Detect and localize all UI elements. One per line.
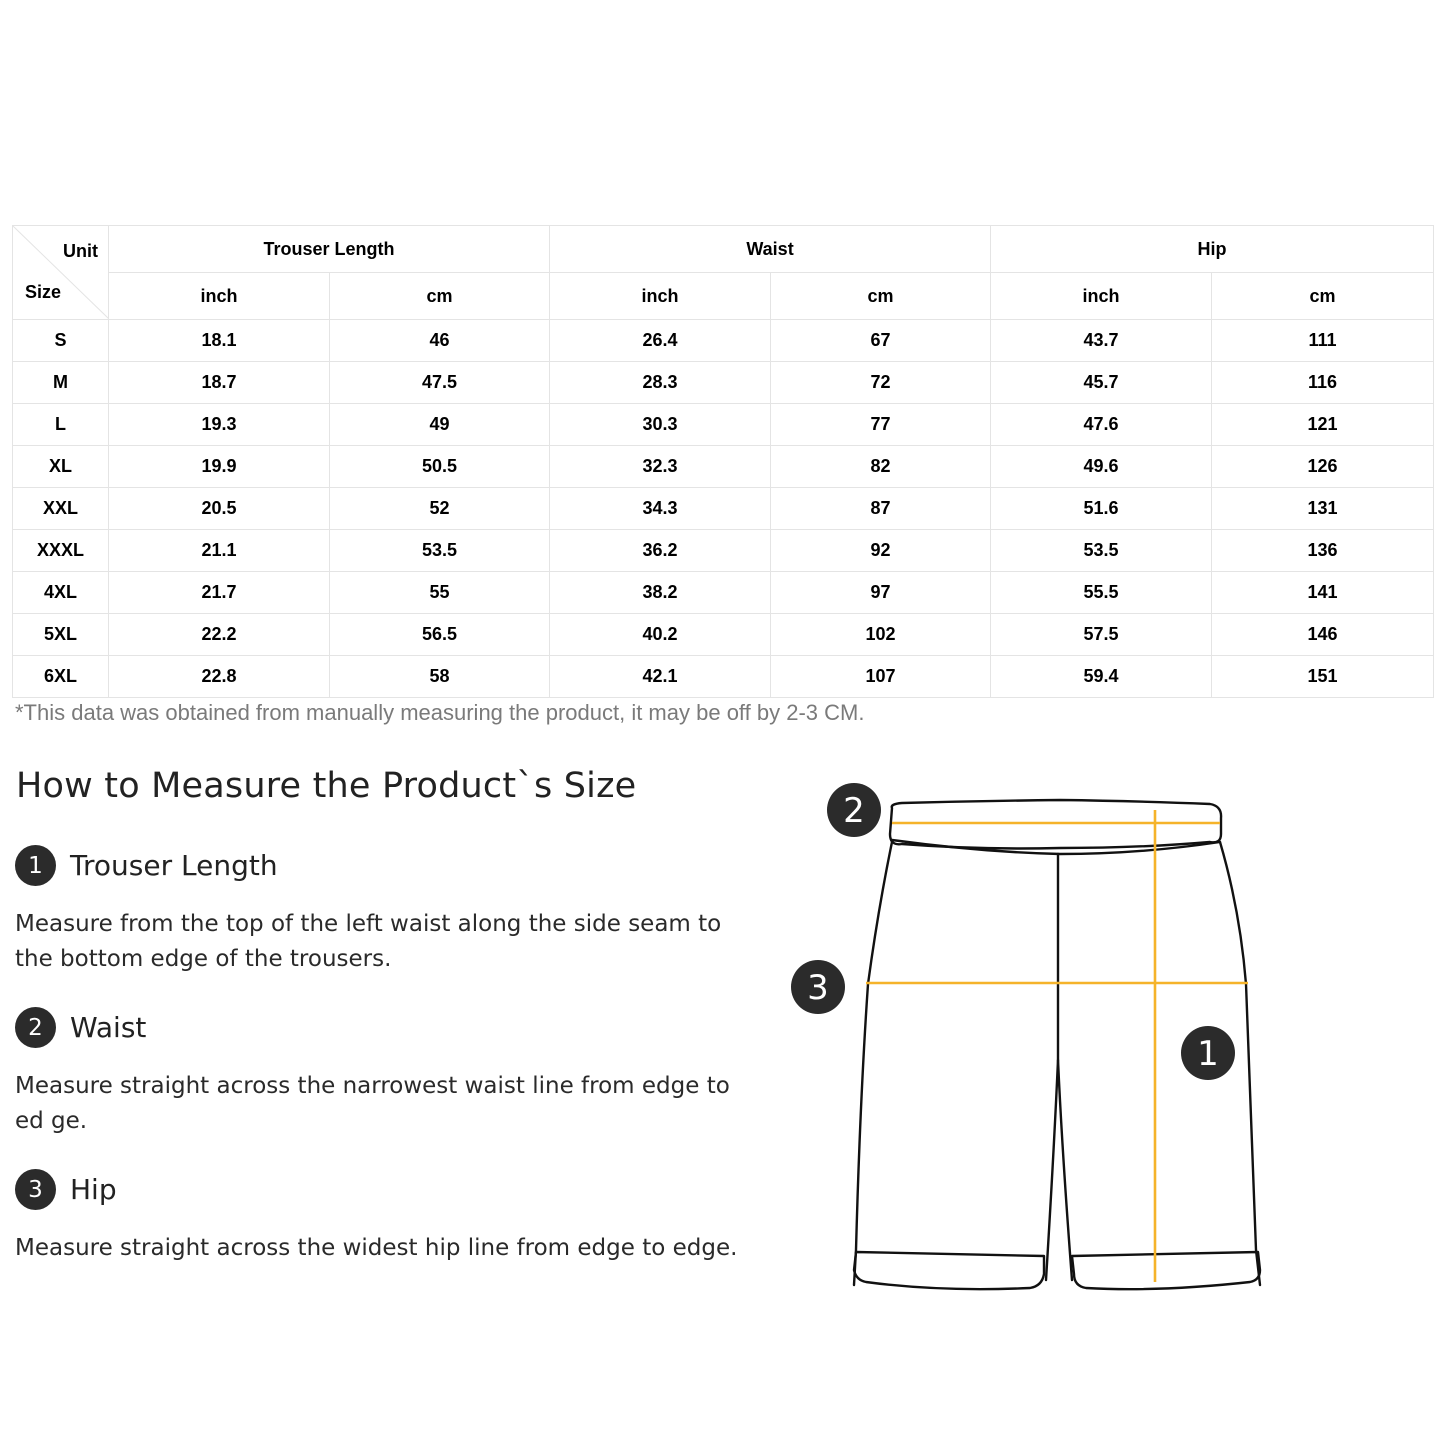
value-cell: 19.3 bbox=[109, 404, 330, 446]
right-hem bbox=[1072, 1252, 1260, 1289]
corner-unit-label: Unit bbox=[63, 241, 98, 261]
unit-header: cm bbox=[1212, 273, 1434, 320]
value-cell: 22.2 bbox=[109, 614, 330, 656]
value-cell: 111 bbox=[1212, 320, 1434, 362]
value-cell: 56.5 bbox=[330, 614, 550, 656]
value-cell: 53.5 bbox=[330, 530, 550, 572]
size-cell: L bbox=[13, 404, 109, 446]
left-leg-outline bbox=[854, 842, 892, 1285]
value-cell: 40.2 bbox=[550, 614, 771, 656]
marker-label: 3 bbox=[807, 968, 829, 1008]
value-cell: 116 bbox=[1212, 362, 1434, 404]
unit-header: inch bbox=[109, 273, 330, 320]
size-cell: 6XL bbox=[13, 656, 109, 698]
step-description: Measure from the top of the left waist along the side seam to the bottom edge of the trousers. bbox=[15, 911, 722, 972]
size-cell: XL bbox=[13, 446, 109, 488]
left-hem bbox=[854, 1252, 1044, 1289]
table-row bbox=[13, 614, 1434, 656]
value-cell: 87 bbox=[771, 488, 991, 530]
crotch-seam bbox=[1058, 1060, 1072, 1280]
value-cell: 28.3 bbox=[550, 362, 771, 404]
marker-label: 1 bbox=[1197, 1034, 1219, 1074]
table-row bbox=[13, 404, 1434, 446]
value-cell: 102 bbox=[771, 614, 991, 656]
value-cell: 51.6 bbox=[991, 488, 1212, 530]
table-group-header-row bbox=[13, 226, 1434, 273]
table-row bbox=[13, 362, 1434, 404]
unit-header: cm bbox=[771, 273, 991, 320]
group-header-waist: Waist bbox=[550, 226, 991, 273]
corner-size-label: Size bbox=[25, 282, 62, 302]
group-header-trouser-length: Trouser Length bbox=[109, 226, 550, 273]
value-cell: 49 bbox=[330, 404, 550, 446]
guide-title: How to Measure the Product`s Size bbox=[16, 766, 637, 806]
corner-diagonal-line bbox=[13, 226, 109, 319]
value-cell: 107 bbox=[771, 656, 991, 698]
step-name: Waist bbox=[70, 1011, 147, 1044]
value-cell: 92 bbox=[771, 530, 991, 572]
marker-3 bbox=[791, 960, 845, 1014]
unit-header: inch bbox=[550, 273, 771, 320]
value-cell: 97 bbox=[771, 572, 991, 614]
value-cell: 30.3 bbox=[550, 404, 771, 446]
shorts-measurement-diagram bbox=[780, 770, 1280, 1310]
value-cell: 46 bbox=[330, 320, 550, 362]
step-name: Hip bbox=[70, 1173, 117, 1206]
marker-1 bbox=[1181, 1026, 1235, 1080]
value-cell: 26.4 bbox=[550, 320, 771, 362]
value-cell: 53.5 bbox=[991, 530, 1212, 572]
value-cell: 34.3 bbox=[550, 488, 771, 530]
table-row bbox=[13, 530, 1434, 572]
step-hip-heading bbox=[15, 1169, 117, 1210]
table-row bbox=[13, 656, 1434, 698]
center-seam bbox=[1046, 854, 1058, 1280]
value-cell: 131 bbox=[1212, 488, 1434, 530]
value-cell: 55.5 bbox=[991, 572, 1212, 614]
size-chart-table bbox=[12, 225, 1434, 698]
unit-header: cm bbox=[330, 273, 550, 320]
step-trouser-length-heading bbox=[15, 845, 278, 886]
value-cell: 126 bbox=[1212, 446, 1434, 488]
value-cell: 52 bbox=[330, 488, 550, 530]
size-cell: 4XL bbox=[13, 572, 109, 614]
step-description: Measure straight across the narrowest waist line from edge to ed ge. bbox=[15, 1073, 730, 1134]
table-row bbox=[13, 320, 1434, 362]
value-cell: 36.2 bbox=[550, 530, 771, 572]
table-unit-header-row bbox=[13, 273, 1434, 320]
value-cell: 59.4 bbox=[991, 656, 1212, 698]
step-waist-heading bbox=[15, 1007, 146, 1048]
size-cell: M bbox=[13, 362, 109, 404]
value-cell: 42.1 bbox=[550, 656, 771, 698]
value-cell: 82 bbox=[771, 446, 991, 488]
value-cell: 121 bbox=[1212, 404, 1434, 446]
table-row bbox=[13, 488, 1434, 530]
value-cell: 18.1 bbox=[109, 320, 330, 362]
value-cell: 146 bbox=[1212, 614, 1434, 656]
value-cell: 32.3 bbox=[550, 446, 771, 488]
value-cell: 19.9 bbox=[109, 446, 330, 488]
value-cell: 67 bbox=[771, 320, 991, 362]
value-cell: 136 bbox=[1212, 530, 1434, 572]
table-corner-cell bbox=[13, 226, 109, 320]
step-number-badge: 3 bbox=[15, 1169, 56, 1210]
value-cell: 72 bbox=[771, 362, 991, 404]
value-cell: 22.8 bbox=[109, 656, 330, 698]
step-number-badge: 2 bbox=[15, 1007, 56, 1048]
unit-header: inch bbox=[991, 273, 1212, 320]
value-cell: 43.7 bbox=[991, 320, 1212, 362]
measurement-disclaimer: *This data was obtained from manually measuring the product, it may be off by 2-3 CM. bbox=[15, 700, 865, 725]
value-cell: 151 bbox=[1212, 656, 1434, 698]
value-cell: 77 bbox=[771, 404, 991, 446]
value-cell: 21.1 bbox=[109, 530, 330, 572]
value-cell: 50.5 bbox=[330, 446, 550, 488]
size-cell: XXL bbox=[13, 488, 109, 530]
size-cell: S bbox=[13, 320, 109, 362]
step-description: Measure straight across the widest hip line from edge to edge. bbox=[15, 1235, 738, 1261]
value-cell: 58 bbox=[330, 656, 550, 698]
table-row bbox=[13, 572, 1434, 614]
size-cell: 5XL bbox=[13, 614, 109, 656]
value-cell: 45.7 bbox=[991, 362, 1212, 404]
value-cell: 47.5 bbox=[330, 362, 550, 404]
value-cell: 21.7 bbox=[109, 572, 330, 614]
value-cell: 47.6 bbox=[991, 404, 1212, 446]
size-cell: XXXL bbox=[13, 530, 109, 572]
value-cell: 49.6 bbox=[991, 446, 1212, 488]
value-cell: 38.2 bbox=[550, 572, 771, 614]
step-name: Trouser Length bbox=[70, 849, 278, 882]
value-cell: 57.5 bbox=[991, 614, 1212, 656]
value-cell: 20.5 bbox=[109, 488, 330, 530]
group-header-hip: Hip bbox=[991, 226, 1434, 273]
value-cell: 55 bbox=[330, 572, 550, 614]
marker-2 bbox=[827, 783, 881, 837]
table-row bbox=[13, 446, 1434, 488]
value-cell: 141 bbox=[1212, 572, 1434, 614]
marker-label: 2 bbox=[843, 791, 865, 831]
step-number-badge: 1 bbox=[15, 845, 56, 886]
value-cell: 18.7 bbox=[109, 362, 330, 404]
